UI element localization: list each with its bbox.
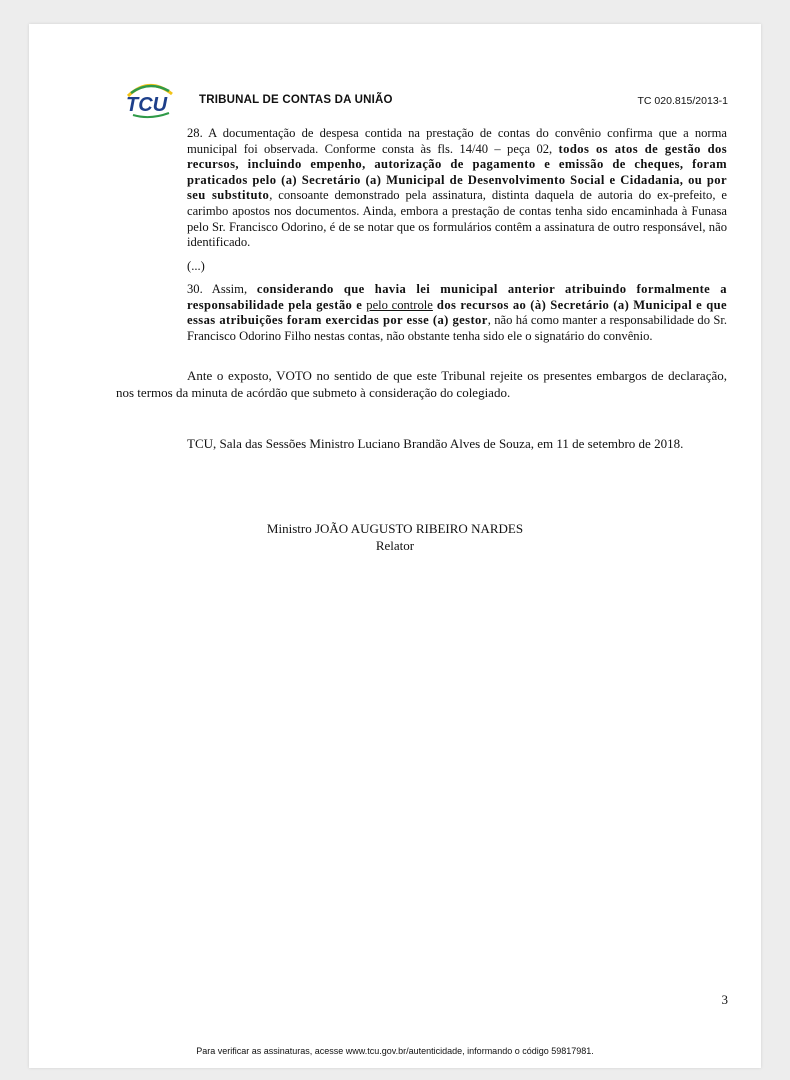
p28-text-2: , consoante demonstrado pela assinatura, distinta daquela de autoria do ex-prefeito, e carimbo apostos nos documentos. Ainda, embora a prestação de contas tenha sido encaminhada à Funasa pelo Sr. Francisco Odorino, é de se notar que os formulários contêm a assinatura de outro responsável, não identificado. — [187, 188, 727, 250]
quoted-paragraph-28 — [187, 126, 727, 251]
vote-paragraph: Ante o exposto, VOTO no sentido de que este Tribunal rejeite os presentes embargos de declaração, nos termos da minuta de acórdão que submeto à consideração do colegiado. — [116, 368, 727, 400]
organization-name: TRIBUNAL DE CONTAS DA UNIÃO — [199, 94, 393, 106]
logo-text: TCU — [126, 94, 168, 116]
page-number: 3 — [721, 992, 728, 1007]
location-date-paragraph: TCU, Sala das Sessões Ministro Luciano Brandão Alves de Souza, em 11 de setembro de 2018. — [187, 436, 684, 451]
ellipsis: (...) — [187, 259, 205, 273]
p28-text-1: 28. A documentação de despesa contida na prestação de contas do convênio confirma que a norma municipal foi observada. Conforme consta às fls. 14/40 – peça 02, — [187, 126, 727, 156]
p28-bold-1: todos os atos de gestão dos recursos, incluindo empenho, autorização de pagamento e emissão de cheques, foram praticados pelo (a) Secretário (a) Municipal de Desenvolvimento Social e Cidadania, ou por seu substituto — [187, 141, 727, 203]
document-page — [29, 24, 761, 1068]
p30-text-2: , não há como manter a responsabilidade do Sr. Francisco Odorino Filho nestas contas, não obstante tenha sido ele o signatário do convênio. — [187, 313, 727, 343]
p30-text-1: 30. Assim, — [187, 282, 257, 296]
process-number: TC 020.815/2013-1 — [637, 95, 728, 107]
signature-name: Ministro JOÃO AUGUSTO RIBEIRO NARDES — [266, 521, 524, 536]
logo-arc-green — [131, 86, 169, 93]
p30-bold-1: considerando que havia lei municipal anterior atribuindo formalmente a responsabilidade pela gestão e — [187, 282, 728, 312]
signature-role: Relator — [375, 538, 415, 553]
p30-underlined: pelo controle — [366, 297, 433, 312]
tcu-logo — [125, 80, 175, 120]
verification-footer: Para verificar as assinaturas, acesse www.tcu.gov.br/autenticidade, informando o código 59817981. — [196, 1046, 594, 1056]
quoted-paragraph-30 — [187, 282, 727, 344]
p30-bold-2: dos recursos ao (à) Secretário (a) Municipal e que essas atribuições foram exercidas por esse (a) gestor — [187, 297, 727, 328]
